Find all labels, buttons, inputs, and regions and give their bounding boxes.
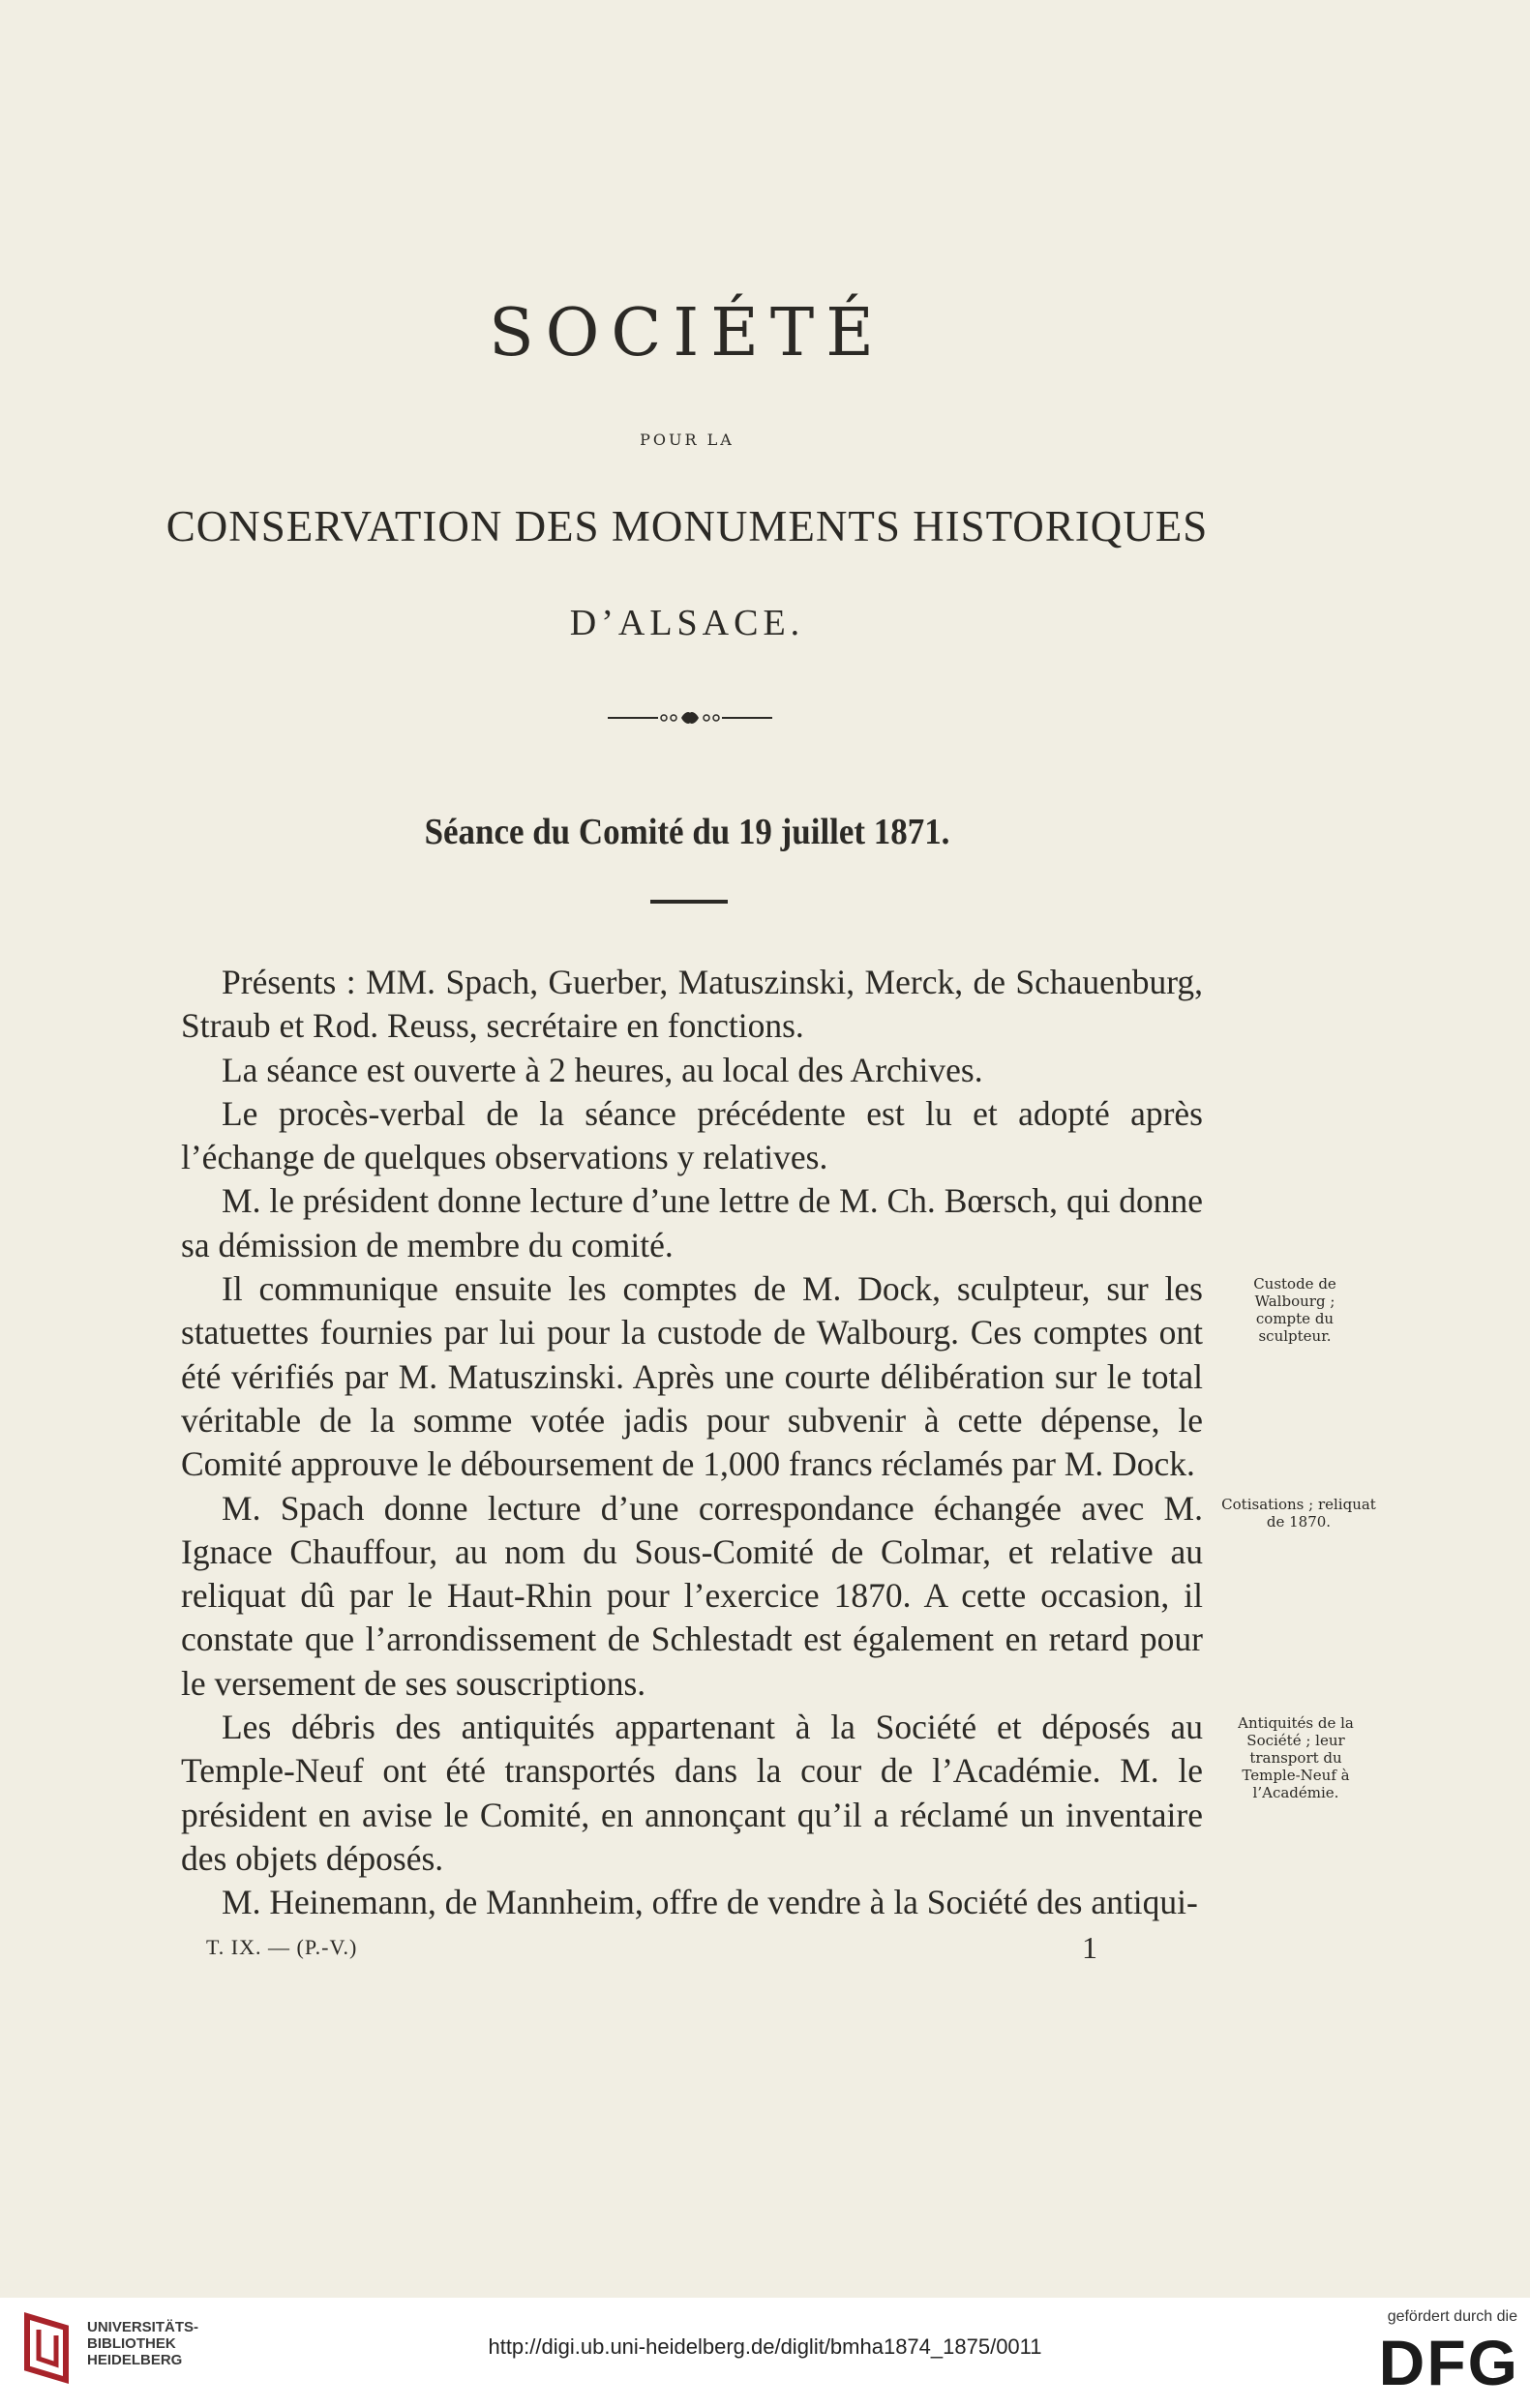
margin-note-cotisations: Cotisations ; reliquat de 1870. — [1221, 1496, 1376, 1531]
paragraph-resignation: M. le président donne lecture d’une lettre de M. Ch. Bœrsch, qui donne sa démission de membre du comité. — [181, 1181, 1203, 1264]
paragraph-minutes-adopted: Le procès-verbal de la séance précédente est lu et adopté après l’échange de quelques observations y relatives. — [181, 1093, 1203, 1177]
page-number: 1 — [1082, 1930, 1097, 1965]
funding-caption: gefördert durch die — [1387, 2308, 1517, 2325]
margin-note-antiquites: Antiquités de la Société ; leur transport du Temple-Neuf à l’Académie. — [1238, 1714, 1354, 1801]
ornament-divider — [608, 706, 772, 729]
margin-note-custode: Custode de Walbourg ; compte du sculpteur. — [1253, 1275, 1336, 1345]
heading-rule — [650, 900, 728, 904]
library-name-line2: BIBLIOTHEK — [87, 2335, 176, 2352]
dfg-logo[interactable]: DFG — [1378, 2327, 1519, 2398]
paragraph-antiquities: Les débris des antiquités appartenant à la Société et déposés au Temple-Neuf ont été transportés dans la cour de l’Académie. M. le président en avise le Comité, en annonçant qu’il a réclamé un inventaire des objets déposés. — [181, 1708, 1203, 1878]
pour-la-line: POUR LA — [640, 431, 735, 449]
library-name-line1: UNIVERSITÄTS- — [87, 2319, 199, 2335]
paragraph-accounts: Il communique ensuite les comptes de M. Dock, sculpteur, sur les statuettes fournies par lui pour la custode de Walbourg. Ces comptes ont été vérifiés par M. Matuszinski. Après une courte délibération sur le total véritable de la somme votée jadis pour subvenir à cette dépense, le Comité approuve le déboursement de 1,000 francs réclamés par M. Dock. — [181, 1269, 1203, 1484]
paragraph-correspondence: M. Spach donne lecture d’une correspondance échangée avec M. Ignace Chauffour, au nom du Sous-Comité de Colmar, et relative au reliquat dû par le Haut-Rhin pour l’exercice 1870. A cette occasion, il constate que l’arrondissement de Schlestadt est également en retard pour le versement de ses souscriptions. — [181, 1488, 1203, 1703]
signature-mark: T. IX. — (P.-V.) — [206, 1935, 358, 1959]
society-subtitle: CONSERVATION DES MONUMENTS HISTORIQUES — [165, 502, 1209, 550]
minutes-body — [181, 961, 1203, 1925]
paragraph-opening: La séance est ouverte à 2 heures, au local des Archives. — [222, 1050, 983, 1089]
region-subtitle: D’ALSACE. — [569, 603, 805, 643]
permalink-url[interactable]: http://digi.ub.uni-heidelberg.de/diglit/bmha1874_1875/0011 — [488, 2334, 1042, 2359]
library-name-line3: HEIDELBERG — [87, 2352, 183, 2368]
paragraph-heinemann: M. Heinemann, de Mannheim, offre de vendre à la Société des antiqui- — [222, 1883, 1198, 1922]
session-heading: Séance du Comité du 19 juillet 1871. — [424, 812, 950, 852]
paragraph-attendees: Présents : MM. Spach, Guerber, Matuszinski, Merck, de Schauenburg, Straub et Rod. Reuss, secrétaire en fonctions. — [181, 963, 1203, 1046]
society-title: SOCIÉTÉ — [489, 295, 885, 372]
